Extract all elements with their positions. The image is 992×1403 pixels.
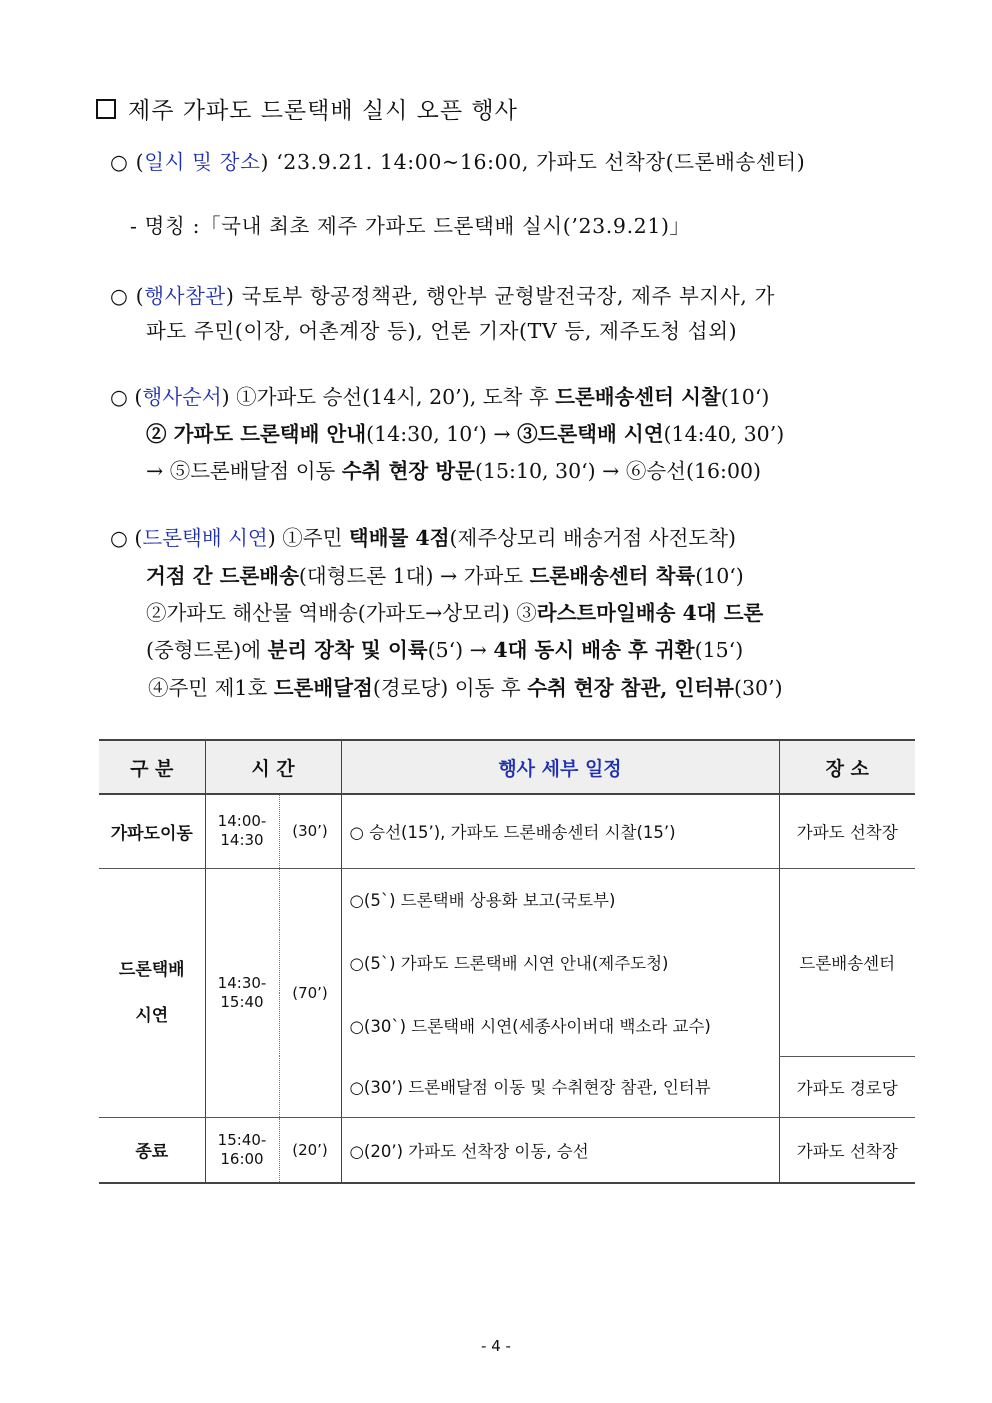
- section-title-text: 제주 가파도 드론택배 실시 오픈 행사: [128, 98, 518, 124]
- row-detail: ○(30’) 드론배달점 이동 및 수취현장 참관, 인터뷰: [341, 1056, 779, 1117]
- row-detail: ○(30`) 드론택배 시연(세종사이버대 백소라 교수): [341, 993, 779, 1056]
- program-text-1c: (10‘): [720, 385, 770, 409]
- event-name-text: 「국내 최초 제주 가파도 드론택배 실시(’23.9.21)」: [200, 214, 691, 238]
- program-text-3b: 수취 현장 방문: [341, 459, 475, 483]
- demo-text-1c: (제주상모리 배송거점 사전도착): [449, 526, 736, 550]
- demo-text-3b: 라스트마일배송 4대 드론: [536, 601, 764, 625]
- demo-line-4: [146, 631, 743, 669]
- row-detail: ○(5`) 드론택배 상용화 보고(국토부): [341, 868, 779, 930]
- row-detail: ○(5`) 가파도 드론택배 시연 안내(제주도청): [341, 930, 779, 993]
- row-time-start: 15:40-: [217, 1130, 267, 1149]
- demo-text-4d: 4대 동시 배송 후 귀환: [493, 638, 695, 662]
- table-row: [99, 1117, 915, 1183]
- row-category-line2: 시연: [135, 1005, 169, 1026]
- row-duration: (70’): [279, 868, 341, 1117]
- demo-text-3a: ②가파도 해산물 역배송(가파도→상모리) ③: [146, 601, 537, 625]
- table-header-row: [99, 740, 915, 794]
- demo-text-2a: 거점 간 드론배송: [146, 564, 299, 588]
- header-time: 시 간: [205, 740, 341, 794]
- program-line-3: [146, 452, 761, 490]
- program-text-1b: 드론배송센터 시찰: [555, 385, 721, 409]
- attendees-line-1: ○ (행사참관) 국토부 항공정책관, 행안부 균형발전국장, 제주 부지사, 가: [110, 284, 775, 308]
- demo-text-4c: (5‘) →: [427, 638, 494, 662]
- section-title: [96, 92, 518, 125]
- row-category: [99, 868, 205, 1117]
- row-time-start: 14:30-: [217, 973, 267, 992]
- row-place: 드론배송센터: [779, 868, 915, 1056]
- demo-text-5d: 수취 현장 참관, 인터뷰: [527, 676, 734, 700]
- attendees-line-2: 파도 주민(이장, 어촌계장 등), 언론 기자(TV 등, 제주도청 섭외): [146, 319, 738, 343]
- demo-text-2d: (10‘): [695, 564, 744, 588]
- row-detail: ○(20’) 가파도 선착장 이동, 승선: [341, 1117, 779, 1183]
- demo-line-2: [146, 557, 744, 595]
- demo-text-4b: 분리 장착 및 이륙: [267, 638, 428, 662]
- program-line-2: [146, 415, 784, 453]
- demo-text-5c: (경로당) 이동 후: [372, 676, 528, 700]
- bullet: ○: [110, 150, 129, 174]
- demo-text-1a: ①주민: [282, 526, 349, 550]
- demo-text-5e: (30’): [733, 676, 783, 700]
- program-text-3a: → ⑤드론배달점 이동: [146, 459, 342, 483]
- demo-line-1: ○ (드론택배 시연) ①주민 택배물 4점(제주상모리 배송거점 사전도착): [110, 526, 736, 550]
- schedule-place-line: ○ (일시 및 장소) ‘23.9.21. 14:00~16:00, 가파도 선착장(드론배송센터): [110, 150, 806, 174]
- program-text-3c: (15:10, 30‘) → ⑥승선(16:00): [474, 459, 762, 483]
- row-place: 가파도 경로당: [779, 1056, 915, 1117]
- demo-text-2c: 드론배송센터 착륙: [529, 564, 696, 588]
- row-category-line1: 드론택배: [118, 959, 185, 980]
- row-duration: (30’): [279, 794, 341, 868]
- demo-line-3: [146, 594, 763, 632]
- row-place: 가파도 선착장: [779, 794, 915, 868]
- row-time: [205, 868, 279, 1117]
- program-text-1a: ①가파도 승선(14시, 20’), 도착 후: [236, 385, 556, 409]
- row-duration: (20’): [279, 1117, 341, 1183]
- row-category: 종료: [135, 1142, 169, 1163]
- row-time-end: 16:00: [220, 1149, 264, 1168]
- table-row: [99, 868, 915, 930]
- demo-line-5: [148, 669, 783, 707]
- row-time: [205, 794, 279, 868]
- demo-text-1b: 택배물 4점: [348, 526, 450, 550]
- label-program: 행사순서: [142, 385, 222, 409]
- program-text-2a: ② 가파도 드론택배 안내: [146, 422, 367, 446]
- demo-text-5b: 드론배달점: [273, 676, 373, 700]
- header-place: 장 소: [779, 740, 915, 794]
- label-demo: 드론택배 시연: [142, 526, 268, 550]
- attendees-text-1: 국토부 항공정책관, 행안부 균형발전국장, 제주 부지사, 가: [241, 284, 775, 308]
- row-time-start: 14:00-: [217, 812, 267, 831]
- row-detail: ○ 승선(15’), 가파도 드론배송센터 시찰(15’): [341, 794, 779, 868]
- header-detail: 행사 세부 일정: [341, 740, 779, 794]
- row-time: [205, 1117, 279, 1183]
- label-schedule-place: 일시 및 장소: [144, 150, 261, 174]
- event-name-prefix: - 명칭 :: [130, 214, 201, 238]
- table-row: [99, 794, 915, 868]
- row-time-end: 15:40: [220, 992, 264, 1011]
- program-line-1: ○ (행사순서) ①가파도 승선(14시, 20’), 도착 후 드론배송센터 시찰(10‘): [110, 385, 770, 409]
- demo-text-2b: (대형드론 1대) → 가파도: [298, 564, 530, 588]
- schedule-place-text: ‘23.9.21. 14:00~16:00, 가파도 선착장(드론배송센터): [276, 150, 806, 174]
- checkbox-square-icon: [96, 99, 116, 119]
- label-attendees: 행사참관: [144, 284, 226, 308]
- header-category: 구 분: [99, 740, 205, 794]
- row-time-end: 14:30: [220, 831, 264, 850]
- program-text-2b: (14:30, 10‘) →: [366, 422, 518, 446]
- schedule-table: [99, 739, 915, 1184]
- demo-text-4a: (중형드론)에: [146, 638, 268, 662]
- program-text-2d: (14:40, 30’): [663, 422, 785, 446]
- event-name-line: [130, 207, 691, 245]
- demo-text-4e: (15‘): [694, 638, 744, 662]
- row-category: 가파도이동: [110, 823, 193, 844]
- page-number: - 4 -: [481, 1337, 511, 1355]
- demo-text-5a: ④주민 제1호: [148, 676, 274, 700]
- program-text-2c: ③드론택배 시연: [517, 422, 664, 446]
- row-place: 가파도 선착장: [779, 1117, 915, 1183]
